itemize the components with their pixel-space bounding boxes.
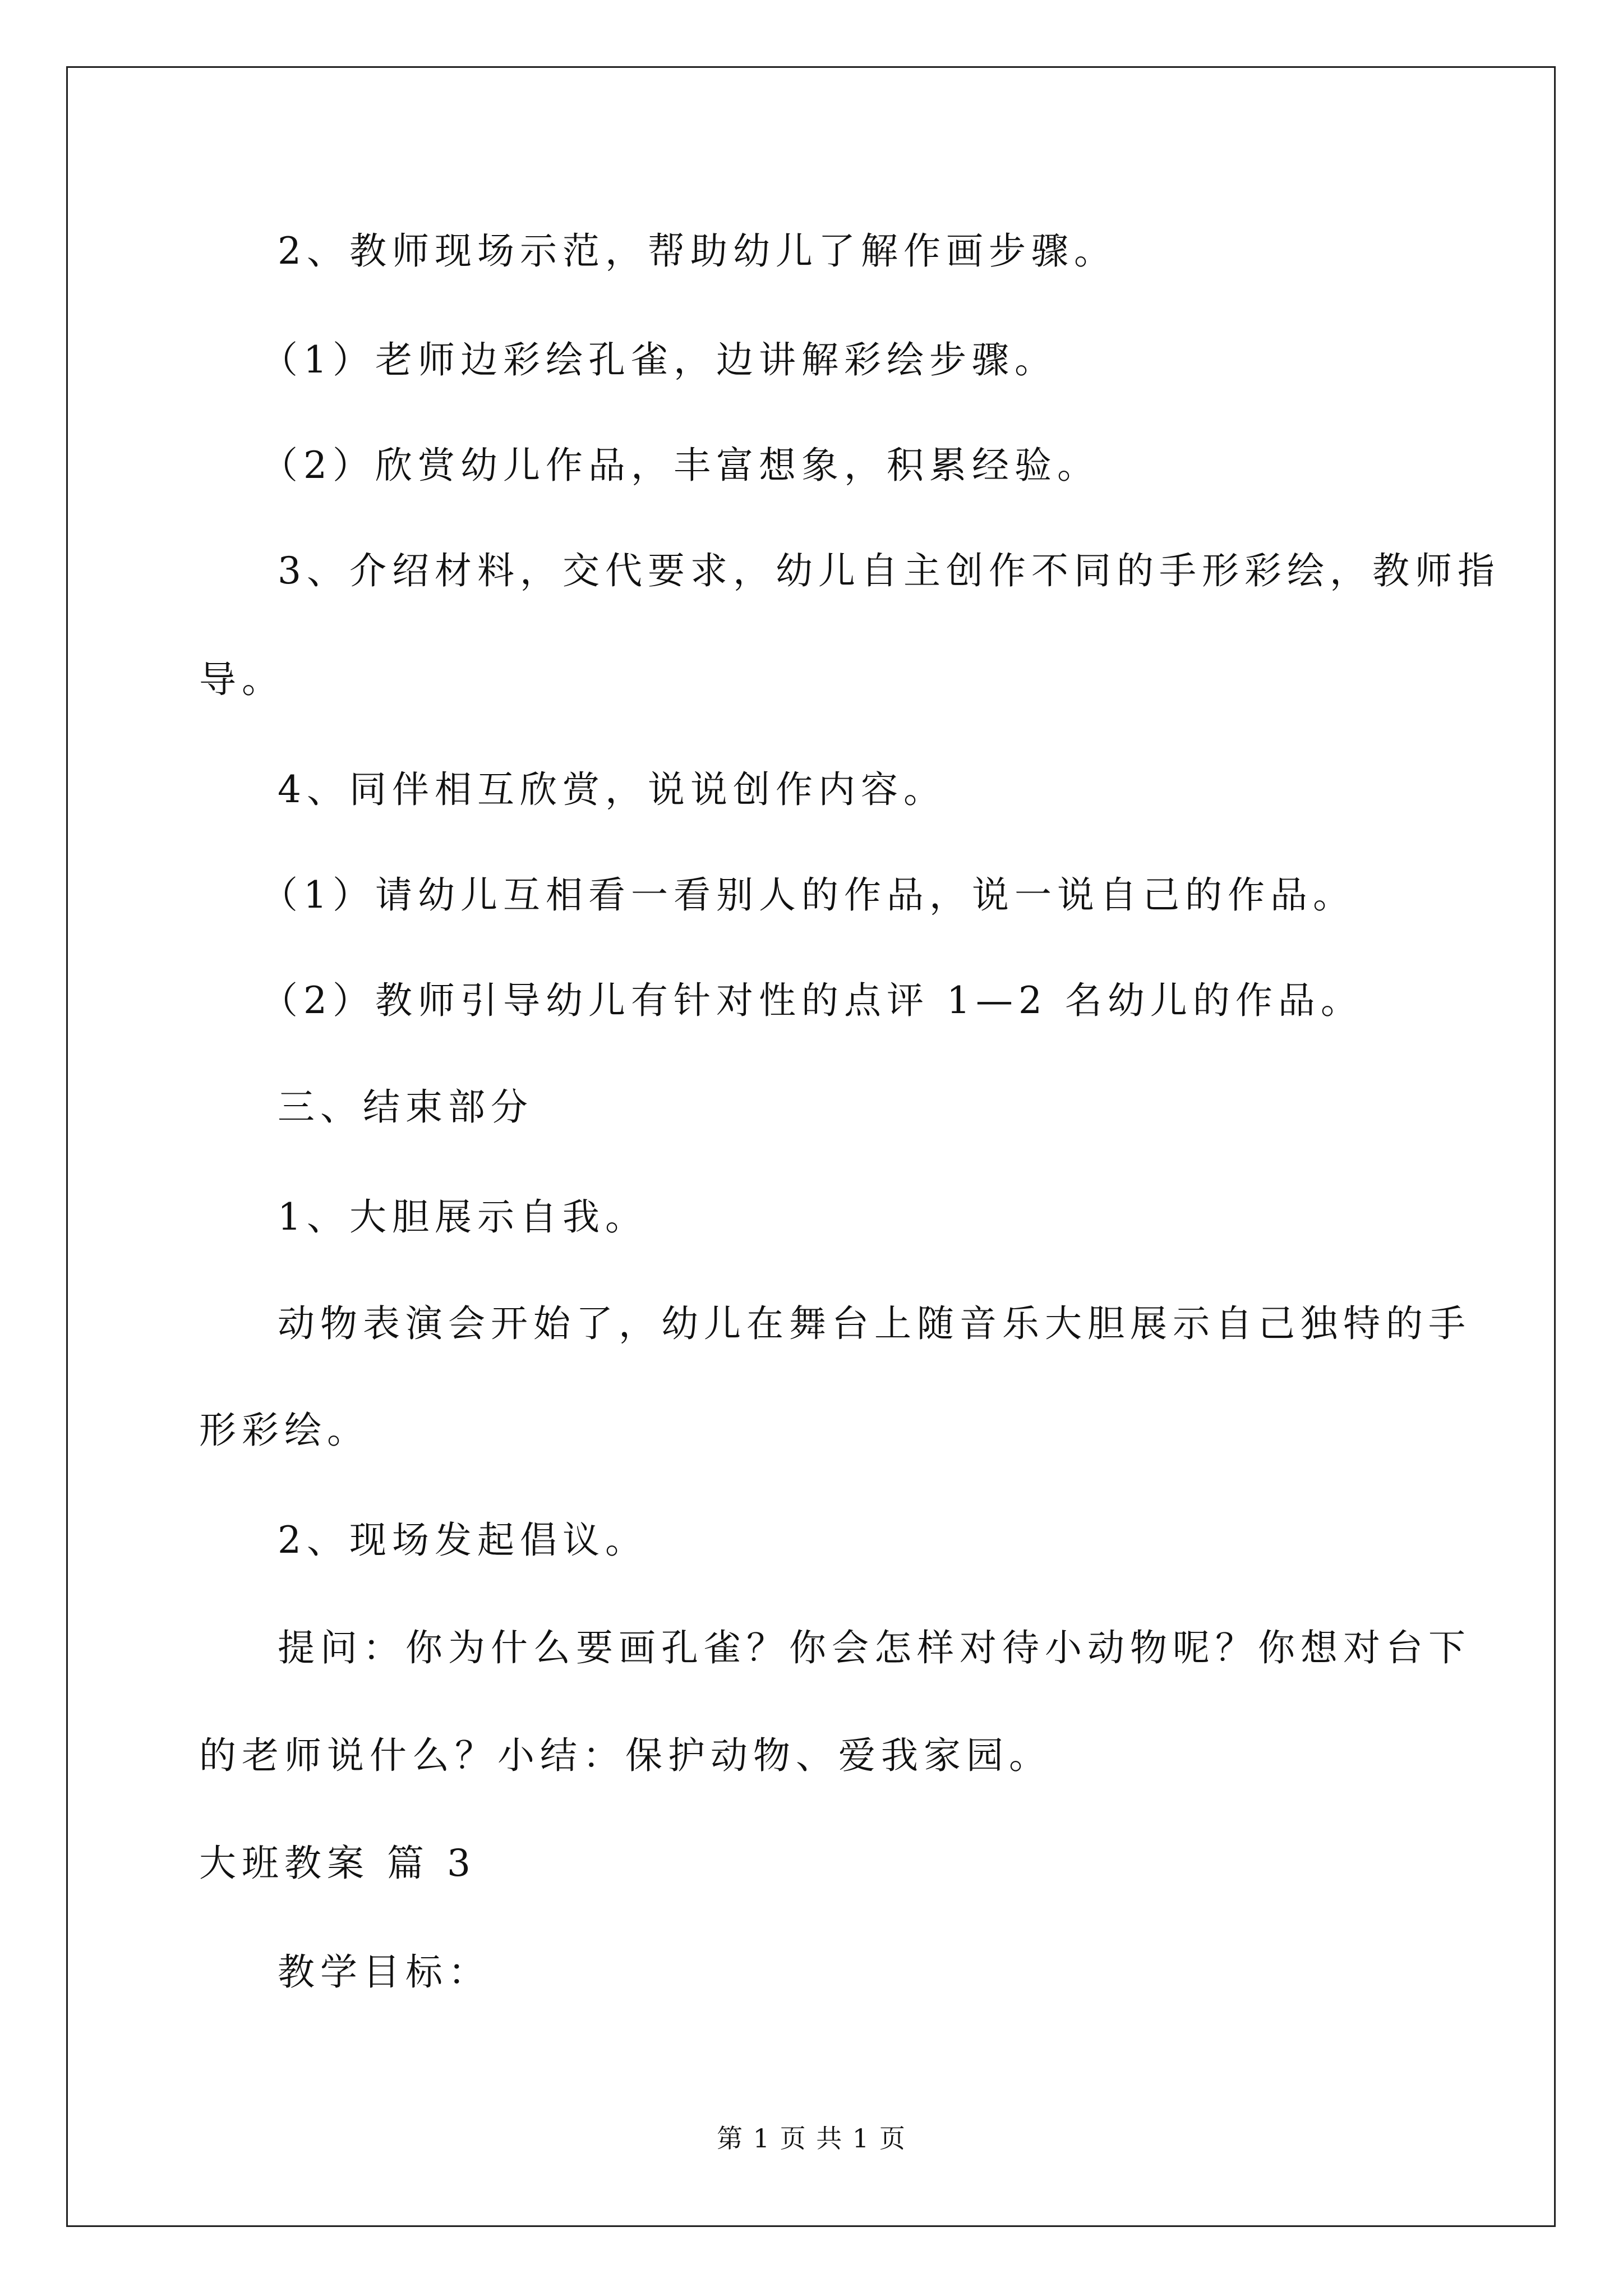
page-border bbox=[66, 66, 1556, 2227]
paragraph-step-2: 2、教师现场示范，帮助幼儿了解作画步骤。 bbox=[278, 229, 1117, 273]
page-footer: 第 1 页 共 1 页 bbox=[717, 2123, 906, 2154]
paragraph-step-4: 4、同伴相互欣赏，说说创作内容。 bbox=[278, 768, 946, 811]
paragraph-step-4-2: （2）教师引导幼儿有针对性的点评 1—2 名幼儿的作品。 bbox=[261, 979, 1363, 1022]
paragraph-step-3-cont: 导。 bbox=[199, 658, 284, 701]
paragraph-end-2-body: 提问：你为什么要画孔雀？你会怎样对待小动物呢？你想对台下 bbox=[278, 1626, 1471, 1669]
paragraph-end-2: 2、现场发起倡议。 bbox=[278, 1519, 648, 1562]
paragraph-end-1-body: 动物表演会开始了，幼儿在舞台上随音乐大胆展示自己独特的手 bbox=[278, 1302, 1471, 1345]
paragraph-step-4-1: （1）请幼儿互相看一看别人的作品，说一说自己的作品。 bbox=[261, 873, 1355, 917]
paragraph-end-1: 1、大胆展示自我。 bbox=[278, 1195, 648, 1239]
paragraph-end-2-body-cont: 的老师说什么？小结：保护动物、爱我家园。 bbox=[199, 1734, 1052, 1777]
paragraph-step-2-1: （1）老师边彩绘孔雀，边讲解彩绘步骤。 bbox=[261, 338, 1057, 381]
lesson-plan-title: 大班教案 篇 3 bbox=[199, 1842, 476, 1885]
teaching-goals-heading: 教学目标： bbox=[278, 1950, 491, 1994]
paragraph-step-3: 3、介绍材料，交代要求，幼儿自主创作不同的手形彩绘，教师指 bbox=[278, 549, 1500, 592]
paragraph-step-2-2: （2）欣赏幼儿作品，丰富想象，积累经验。 bbox=[261, 444, 1100, 487]
section-heading-end: 三、结束部分 bbox=[278, 1085, 533, 1129]
paragraph-end-1-body-cont: 形彩绘。 bbox=[199, 1409, 370, 1452]
